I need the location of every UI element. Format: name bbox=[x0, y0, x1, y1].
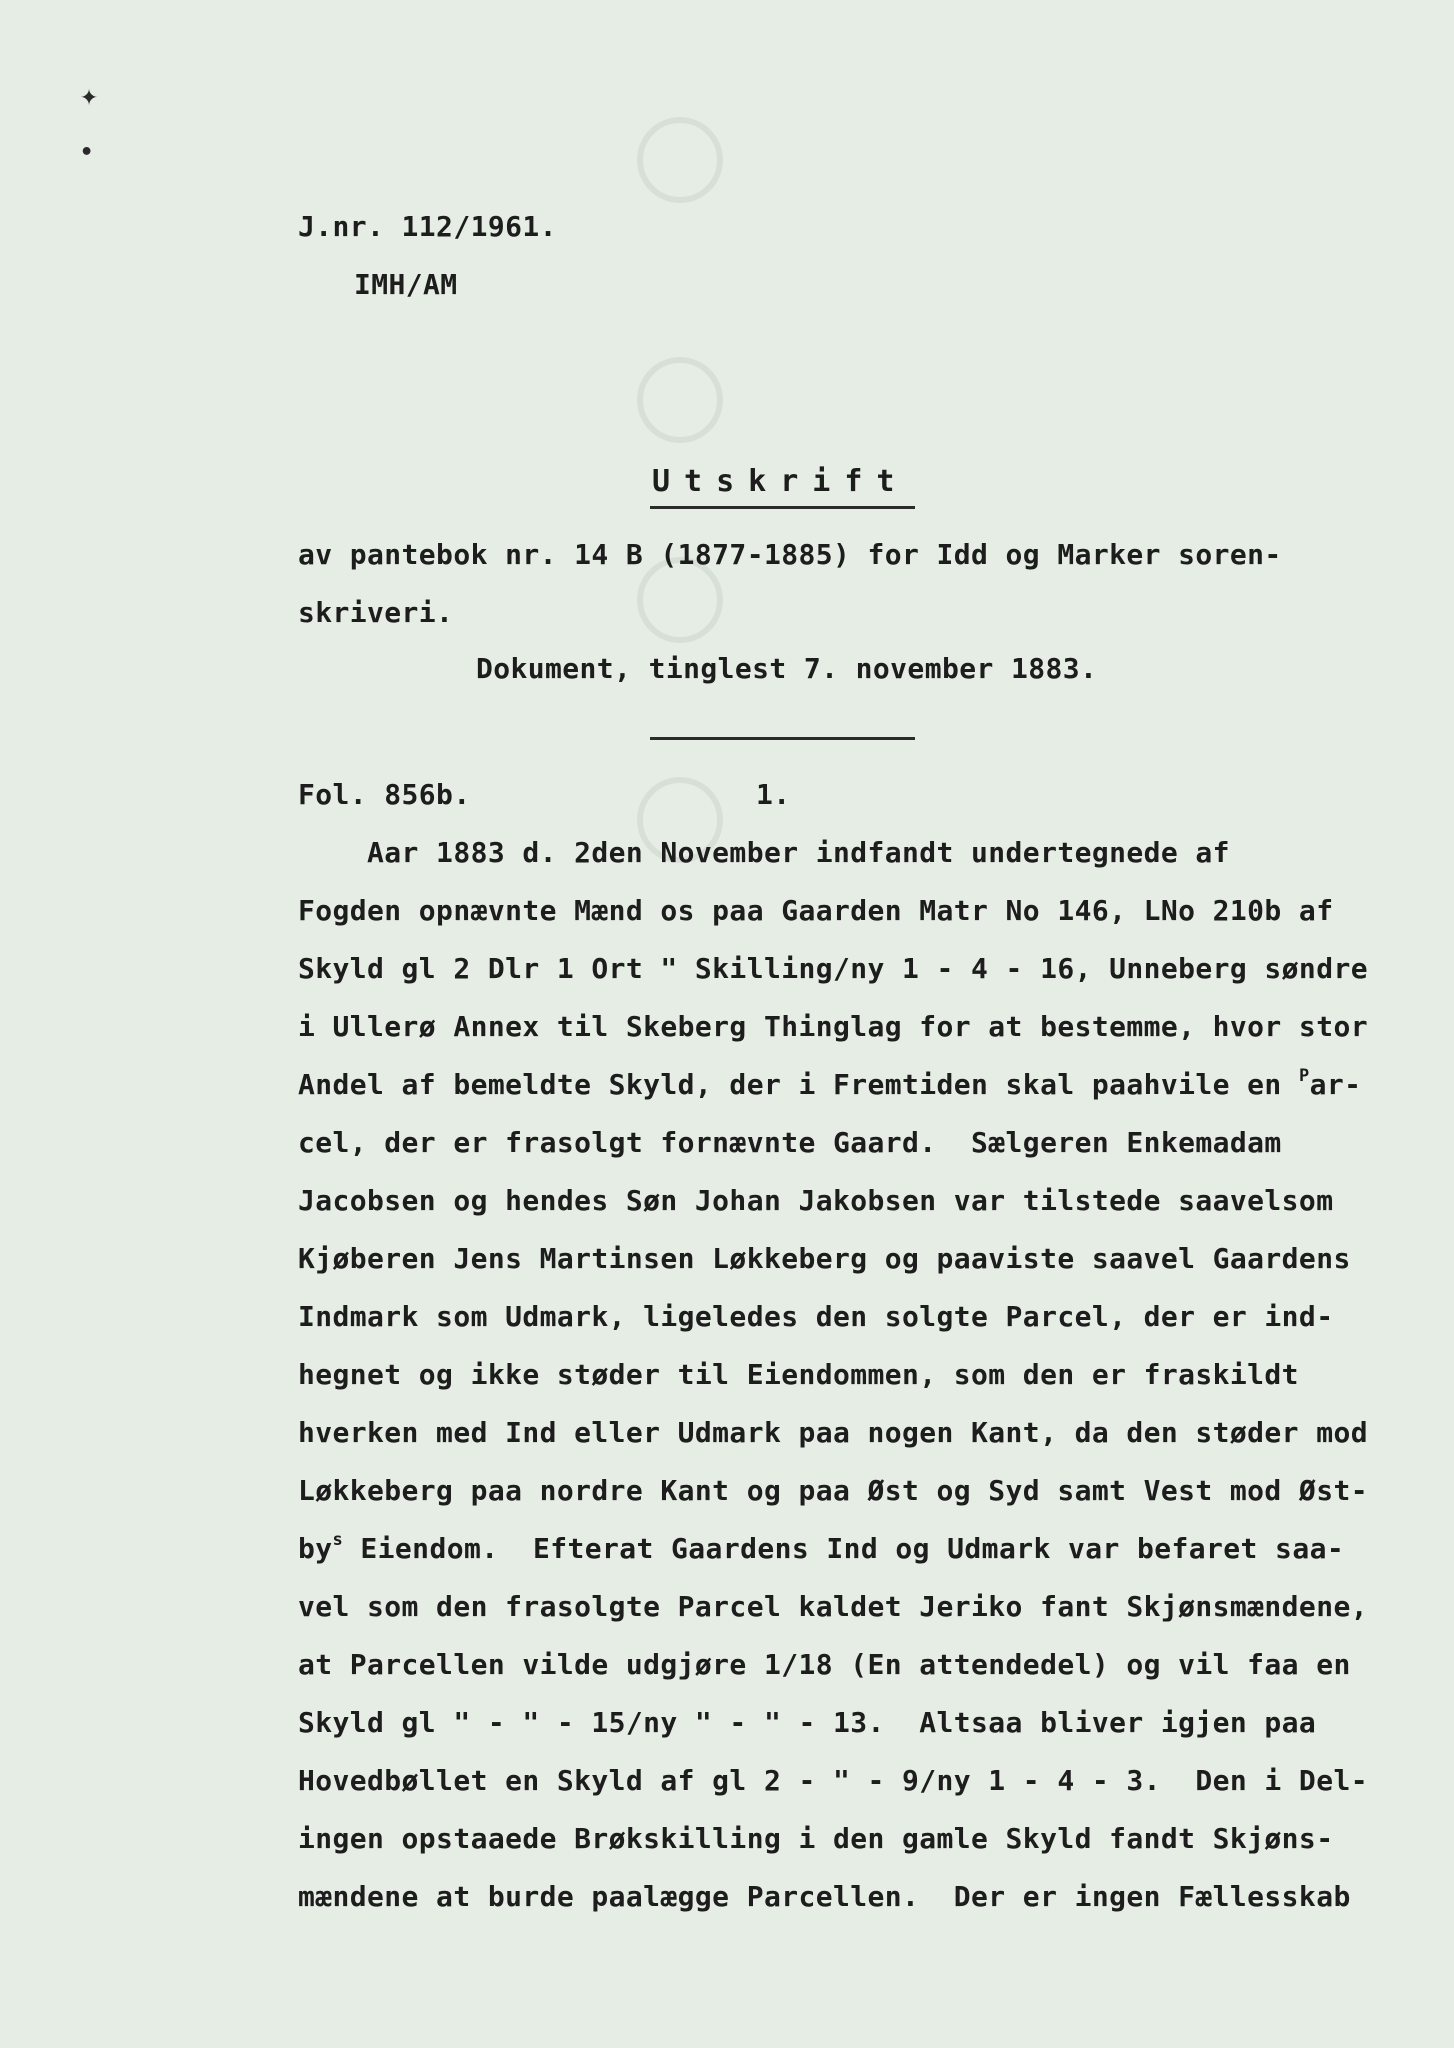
title-underline bbox=[650, 506, 915, 509]
folio-label: Fol. 856b. bbox=[298, 778, 471, 811]
body-line: i Ullerø Annex til Skeberg Thinglag for at bestemme, hvor stor bbox=[298, 1010, 1368, 1043]
body-line: ingen opstaaede Brøkskilling i den gamle Skyld fandt Skjøns- bbox=[298, 1822, 1334, 1855]
body-line: Skyld gl 2 Dlr 1 Ort " Skilling/ny 1 - 4 - 16, Unneberg søndre bbox=[298, 952, 1368, 985]
corner-tick-mark: • bbox=[80, 140, 94, 165]
body-line: Aar 1883 d. 2den November indfandt undertegnede af bbox=[298, 836, 1230, 869]
body-line-text: ar- bbox=[1309, 1068, 1362, 1101]
body-line: Skyld gl " - " - 15/ny " - " - 13. Altsaa bliver igjen paa bbox=[298, 1706, 1317, 1739]
body-line: cel, der er frasolgt fornævnte Gaard. Sælgeren Enkemadam bbox=[298, 1126, 1282, 1159]
body-line: at Parcellen vilde udgjøre 1/18 (En attendedel) og vil faa en bbox=[298, 1648, 1351, 1681]
body-line-with-superscript bbox=[298, 1532, 1344, 1565]
body-line: Jacobsen og hendes Søn Johan Jakobsen var tilstede saavelsom bbox=[298, 1184, 1334, 1217]
body-line: Hovedbøllet en Skyld af gl 2 - " - 9/ny 1 - 4 - 3. Den i Del- bbox=[298, 1764, 1368, 1797]
body-line: Indmark som Udmark, ligeledes den solgte Parcel, der er ind- bbox=[298, 1300, 1334, 1333]
body-line-text: Eiendom. Efterat Gaardens Ind og Udmark var befaret saa- bbox=[343, 1532, 1345, 1565]
body-line-text: Andel af bemeldte Skyld, der i Fremtiden skal paahvile en bbox=[298, 1068, 1299, 1101]
body-line: mændene at burde paalægge Parcellen. Der er ingen Fællesskab bbox=[298, 1880, 1351, 1913]
initials: IMH/AM bbox=[354, 268, 458, 301]
body-line: hverken med Ind eller Udmark paa nogen Kant, da den støder mod bbox=[298, 1416, 1368, 1449]
superscript: P bbox=[1298, 1066, 1310, 1086]
folio-number: 1. bbox=[756, 778, 791, 811]
body-line: hegnet og ikke støder til Eiendommen, som den er fraskildt bbox=[298, 1358, 1299, 1391]
document-date: Dokument, tinglest 7. november 1883. bbox=[476, 652, 1098, 685]
body-line: Kjøberen Jens Martinsen Løkkeberg og paaviste saavel Gaardens bbox=[298, 1242, 1351, 1275]
body-line: vel som den frasolgte Parcel kaldet Jeriko fant Skjønsmændene, bbox=[298, 1590, 1368, 1623]
subtitle-line: skriveri. bbox=[298, 596, 454, 629]
superscript: s bbox=[332, 1530, 344, 1550]
document-title: Utskrift bbox=[652, 464, 909, 499]
corner-tick-mark: ✦ bbox=[80, 78, 99, 113]
subtitle-line: av pantebok nr. 14 B (1877-1885) for Idd og Marker soren- bbox=[298, 538, 1282, 571]
body-line: Fogden opnævnte Mænd os paa Gaarden Matr No 146, LNo 210b af bbox=[298, 894, 1334, 927]
body-line-with-superscript bbox=[298, 1068, 1361, 1101]
body-line: Løkkeberg paa nordre Kant og paa Øst og Syd samt Vest mod Øst- bbox=[298, 1474, 1368, 1507]
journal-number: J.nr. 112/1961. bbox=[298, 210, 557, 243]
section-divider bbox=[650, 737, 915, 740]
body-line-text: by bbox=[298, 1532, 333, 1565]
